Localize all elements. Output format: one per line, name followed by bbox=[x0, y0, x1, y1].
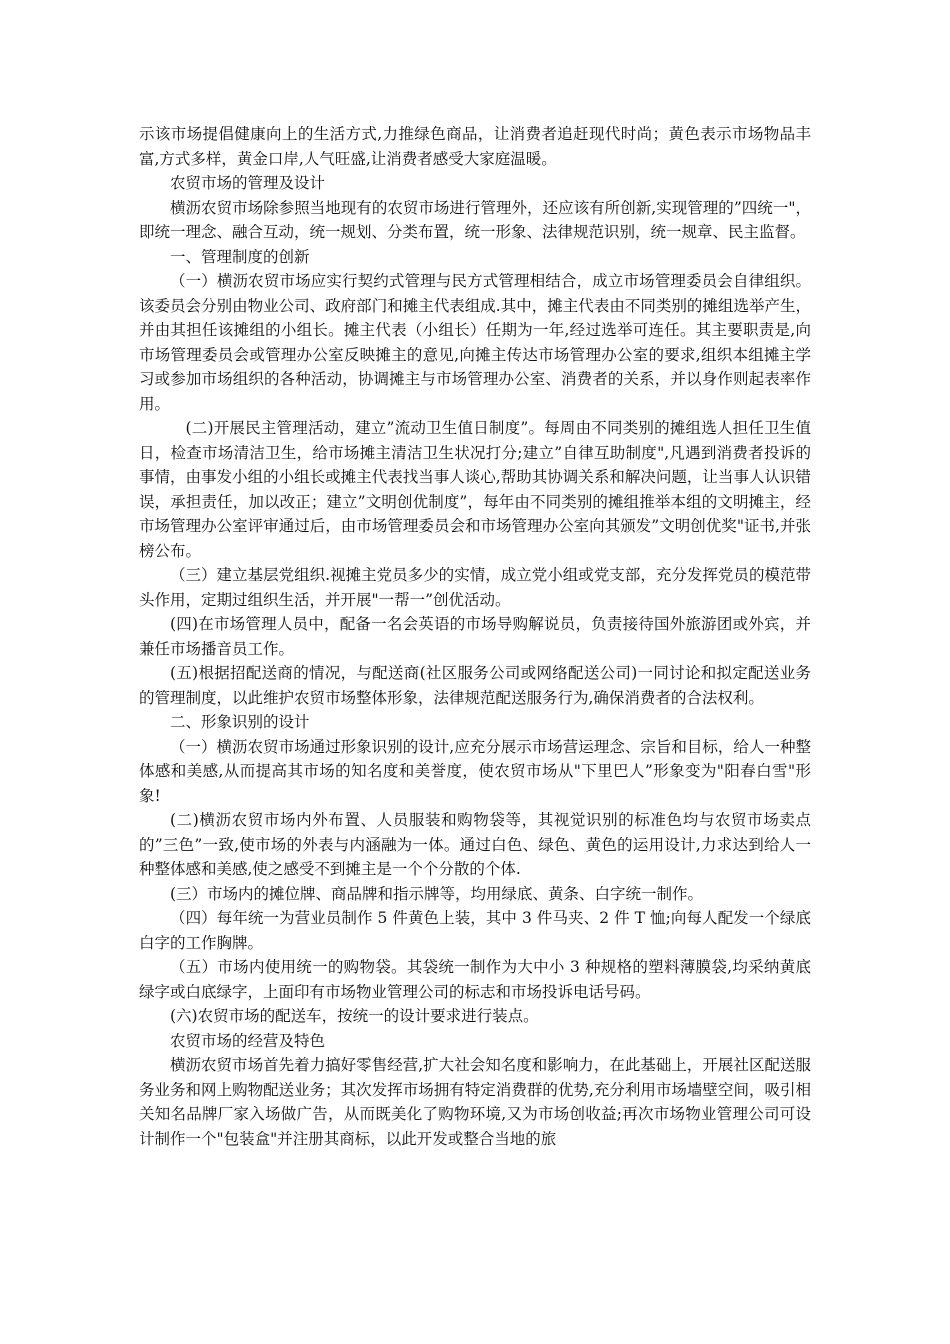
paragraph: 示该市场提倡健康向上的生活方式,力推绿色商品，让消费者追赶现代时尚；黄色表示市场物品丰富,方式多样，黄金口岸,人气旺盛,让消费者感受大家庭温暖。 bbox=[139, 125, 811, 168]
section-heading: 农贸市场的经营及特色 bbox=[170, 1031, 326, 1050]
paragraph: （五）市场内使用统一的购物袋。其袋统一制作为大中小 3 种规格的塑料薄膜袋,均采纳黄底绿字或白底绿字，上面印有市场物业管理公司的标志和市场投诉电话号码。 bbox=[139, 958, 811, 1001]
paragraph: （三）建立基层党组织.视摊主党员多少的实情，成立党小组或党支部，充分发挥党员的模范带头作用，定期过组织生活，并开展"一帮一”创优活动。 bbox=[139, 566, 811, 609]
paragraph: (三）市场内的摊位牌、商品牌和指示牌等，均用绿底、黄条、白字统一制作。 bbox=[170, 884, 704, 903]
section-heading: 一、管理制度的创新 bbox=[170, 247, 310, 266]
section-heading: 农贸市场的管理及设计 bbox=[170, 174, 326, 192]
paragraph: （一）横沥农贸市场应实行契约式管理与民方式管理相结合，成立市场管理委员会自律组织。该委员会分别由物业公司、政府部门和摊主代表组成.其中，摊主代表由不同类别的摊组选举产生，并由其担任该摊组的小组长。摊主代表（小组长）任期为一年,经过选举可连任。其主要职责是,向市场管理委员会或管理办公室反映摊主的意见,向摊主传达市场管理办公室的要求,组织本组摊主学习或参加市场组织的各种活动，协调摊主与市场管理办公室、消费者的关系，并以身作则起表率作用。 bbox=[139, 272, 811, 413]
paragraph: （一）横沥农贸市场通过形象识别的设计,应充分展示市场营运理念、宗旨和目标，给人一种整体感和美感,从而提高其市场的知名度和美誉度，使农贸市场从"下里巴人”形象变为"阳春白雪"形象! bbox=[139, 737, 811, 805]
document-body bbox=[139, 122, 811, 1151]
paragraph: (六)农贸市场的配送车，按统一的设计要求进行装点。 bbox=[170, 1007, 539, 1025]
paragraph: (五)根据招配送商的情况，与配送商(社区服务公司或网络配送公司)一同讨论和拟定配送业务的管理制度，以此维护农贸市场整体形象，法律规范配送服务行为,确保消费者的合法权利。 bbox=[139, 664, 811, 707]
paragraph: (二)开展民主管理活动，建立”流动卫生值日制度”。每周由不同类别的摊组选人担任卫生值日，检查市场清洁卫生，给市场摊主清洁卫生状况打分;建立”自律互助制度",凡遇到消费者投诉的事情，由事发小组的小组长或摊主代表找当事人谈心,帮助其协调关系和解决问题，让当事人认识错误，承担责任，加以改正；建立”文明创优制度”，每年由不同类别的摊组推举本组的文明摊主，经市场管理办公室评审通过后，由市场管理委员会和市场管理办公室向其颁发”文明创优奖"证书,并张榜公布。 bbox=[139, 419, 811, 560]
paragraph: （四）每年统一为营业员制作 5 件黄色上装，其中 3 件马夹、2 件 T 恤;向每人配发一个绿底白字的工作胸牌。 bbox=[139, 909, 811, 952]
paragraph: 横沥农贸市场首先着力搞好零售经营,扩大社会知名度和影响力，在此基础上，开展社区配送服务业务和网上购物配送业务；其次发挥市场拥有特定消费群的优势,充分利用市场墙壁空间，吸引相关知名品牌厂家入场做广告，从而既美化了购物环境,又为市场创收益;再次市场物业管理公司可设计制作一个"包装盒"并注册其商标，以此开发或整合当地的旅 bbox=[139, 1056, 811, 1148]
section-heading: 二、形象识别的设计 bbox=[170, 713, 310, 731]
paragraph: 横沥农贸市场除参照当地现有的农贸市场进行管理外，还应该有所创新,实现管理的”四统一"，即统一理念、融合互动，统一规划、分类布置，统一形象、法律规范识别，统一规章、民主监督。 bbox=[139, 198, 811, 241]
paragraph: (四)在市场管理人员中，配备一名会英语的市场导购解说员，负责接待国外旅游团或外宾，并兼任市场播音员工作。 bbox=[139, 615, 811, 658]
paragraph: (二)横沥农贸市场内外布置、人员服装和购物袋等，其视觉识别的标准色均与农贸市场卖点的”三色”一致,使市场的外表与内涵融为一体。通过白色、绿色、黄色的运用设计,力求达到给人一种整体感和美感,使之感受不到摊主是一个个分散的个体. bbox=[139, 811, 811, 878]
